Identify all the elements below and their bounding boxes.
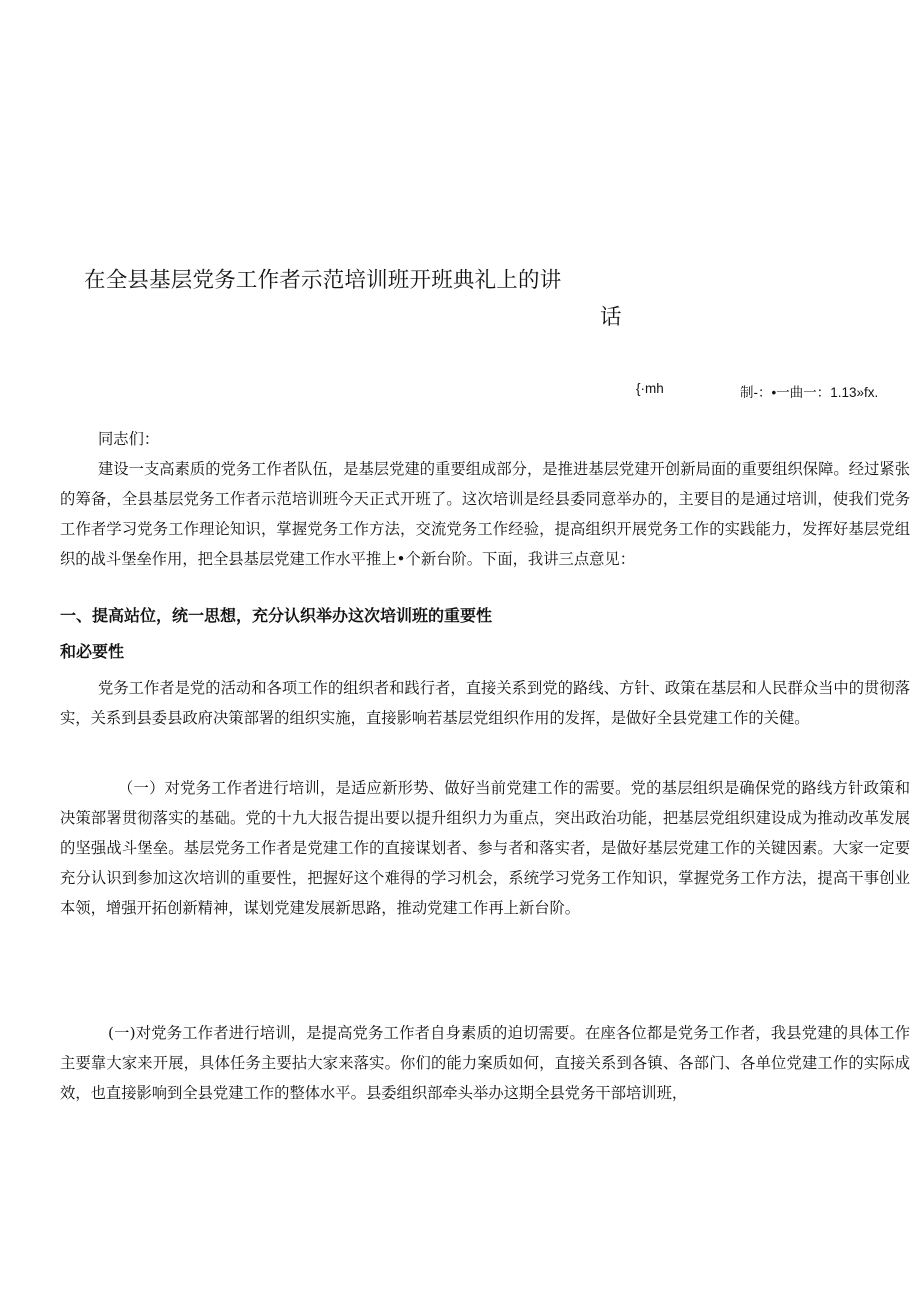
section-heading-line-1: 一、提高站位，统一思想，充分认织举办这次培训班的重要性 — [60, 606, 493, 625]
author-meta-left: {·mh — [636, 381, 664, 396]
intro-paragraph: 建设一支高素质的党务工作者队伍，是基层党建的重要组成部分，是推进基层党建开创新局面的重要组织保障。经过紧张的筹备，全县基层党务工作者示范培训班今天正式开班了。这次培训是经县委同意举办的，主要目的是通过培训，使我们党务工作者学习党务工作理论知识，掌握党务工作方法，交流党务工作经验，提高组织开展党务工作的实践能力，发挥好基层党组织的战斗堡垒作用，把全县基层党建工作水平推上•个新台阶。下面，我讲三点意见： — [60, 460, 910, 568]
salutation: 同志们： — [98, 430, 160, 448]
author-meta-right: 制-：•一曲一：1.13»fx. — [740, 385, 879, 400]
paragraph-1: 党务工作者是党的活动和各项工作的组织者和践行者，直接关系到党的路线、方针、政策在基层和人民群众当中的贯彻落实，关系到县委县政府决策部署的组织实施，直接影响若基层党组织作用的发挥，是做好全县党建工作的关健。 — [60, 679, 910, 727]
document-title-line-1: 在全县基层党务工作者示范培训班开班典礼上的讲 — [84, 268, 562, 293]
paragraph-3: (一)对党务工作者进行培训，是提高党务工作者自身素质的迫切需要。在座各位都是党务工作者，我县党建的具体工作主要靠大家来开展，具体任务主要拈大家来落实。你们的能力案质如何，直接关系到各镇、各部门、各单位党建工作的实际成效，也直接影响到全县党建工作的整体水平。县委组织部牵头举办这期全县党务干部培训班， — [60, 1024, 910, 1102]
paragraph-2: （一）对党务工作者进行培训，是适应新形势、做好当前党建工作的需要。党的基层组织是确保党的路线方针政策和决策部署贯彻落实的基础。党的十九大报告提出要以提升组织力为重点，突出政治功能，把基层党组织建设成为推动改革发展的坚强战斗堡垒。基层党务工作者是党建工作的直接谋划者、参与者和落实者，是做好基层党建工作的关键因素。大家一定要充分认识到参加这次培训的重要性，把握好这个难得的学习机会，系统学习党务工作知识，掌握党务工作方法，提高干事创业本领，增强开拓创新精神，谋划党建发展新思路，推动党建工作再上新台阶。 — [60, 779, 910, 917]
section-heading-line-2: 和必要性 — [60, 642, 125, 661]
document-title-line-2: 话 — [600, 305, 622, 330]
